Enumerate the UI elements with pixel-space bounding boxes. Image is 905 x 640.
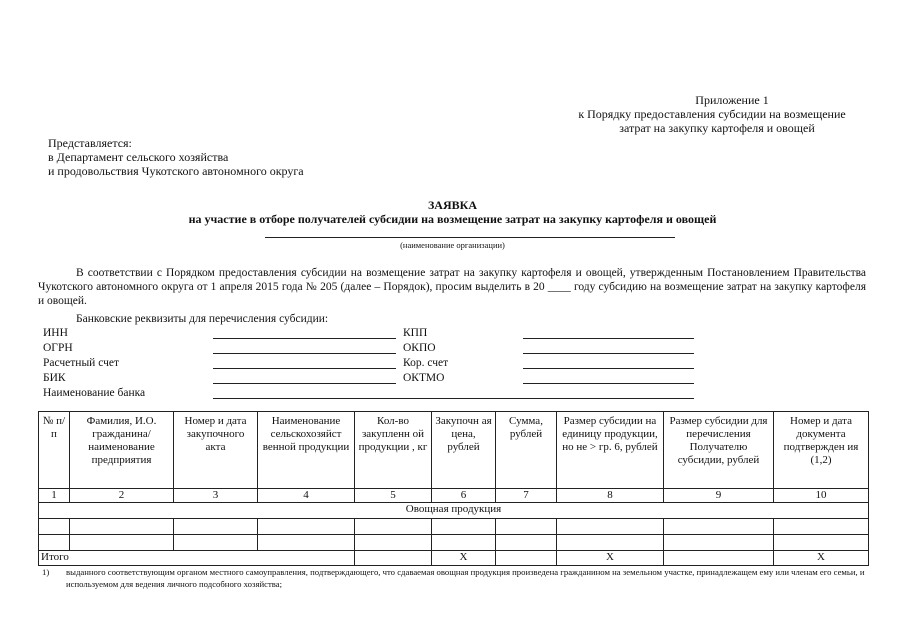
table-cell[interactable] <box>39 535 70 551</box>
table-cell[interactable] <box>496 551 557 566</box>
inn-field[interactable] <box>213 338 396 339</box>
table-cell[interactable] <box>70 535 174 551</box>
corr-account-field[interactable] <box>523 368 694 369</box>
x-mark: Х <box>432 551 496 566</box>
x-mark: Х <box>557 551 664 566</box>
section-row <box>39 503 869 519</box>
table-cell[interactable] <box>258 535 355 551</box>
section-label: Овощная продукция <box>39 503 869 519</box>
column-number: 5 <box>355 489 432 503</box>
table-cell[interactable] <box>432 519 496 535</box>
column-number: 1 <box>39 489 70 503</box>
oktmo-label: ОКТМО <box>403 372 445 384</box>
column-header: № п/п <box>39 412 70 489</box>
appendix-reference: к Порядку предоставления субсидии на возмещение <box>578 107 846 121</box>
footnote-text: выданного соответствующим органом местного самоуправления, подтверждающего, что сдаваемая овощная продукция произведена гражданином на земельном участке, принадлежащем ему или членам его семьи, и используемом для ведения личного подсобного хозяйства; <box>66 567 865 589</box>
column-header: Сумма, рублей <box>496 412 557 489</box>
column-number: 3 <box>174 489 258 503</box>
table-row[interactable] <box>39 535 869 551</box>
account-field[interactable] <box>213 368 396 369</box>
total-label: Итого <box>39 551 355 566</box>
kpp-label: КПП <box>403 327 428 339</box>
appendix-number: Приложение 1 <box>695 93 769 107</box>
okpo-label: ОКПО <box>403 342 436 354</box>
column-number: 2 <box>70 489 174 503</box>
ogrn-label: ОГРН <box>43 342 73 354</box>
table-cell[interactable] <box>355 535 432 551</box>
table-cell[interactable] <box>174 519 258 535</box>
column-header: Размер субсидии на единицу продукции, но не > гр. 6, рублей <box>557 412 664 489</box>
table-row[interactable] <box>39 519 869 535</box>
bank-name-field[interactable] <box>213 398 694 399</box>
recipient-intro: Представляется: <box>48 136 132 150</box>
column-number: 7 <box>496 489 557 503</box>
recipient-department-cont: и продовольствия Чукотского автономного округа <box>48 164 304 178</box>
table-cell[interactable] <box>774 519 869 535</box>
bik-label: БИК <box>43 372 66 384</box>
total-row <box>39 551 869 566</box>
okpo-field[interactable] <box>523 353 694 354</box>
column-header: Кол-во закупленн ой продукции , кг <box>355 412 432 489</box>
table-cell[interactable] <box>355 519 432 535</box>
org-name-line[interactable] <box>265 237 675 238</box>
table-cell[interactable] <box>174 535 258 551</box>
account-label: Расчетный счет <box>43 357 119 369</box>
column-header: Размер субсидии для перечисления Получателю субсидии, рублей <box>664 412 774 489</box>
column-number: 8 <box>557 489 664 503</box>
recipient-department: в Департамент сельского хозяйства <box>48 150 229 164</box>
column-header: Номер и дата закупочного акта <box>174 412 258 489</box>
column-header: Номер и дата документа подтвержден ия (1,2) <box>774 412 869 489</box>
bank-details-intro: Банковские реквизиты для перечисления субсидии: <box>76 313 329 325</box>
table-cell[interactable] <box>432 535 496 551</box>
column-number: 9 <box>664 489 774 503</box>
table-cell[interactable] <box>39 519 70 535</box>
table-header-row <box>39 412 869 489</box>
ogrn-field[interactable] <box>213 353 396 354</box>
appendix-reference-cont: затрат на закупку картофеля и овощей <box>619 121 815 135</box>
column-number: 10 <box>774 489 869 503</box>
footnote-marker: 1) <box>42 567 50 577</box>
bik-field[interactable] <box>213 383 396 384</box>
table-cell[interactable] <box>70 519 174 535</box>
column-number-row <box>39 489 869 503</box>
table-cell[interactable] <box>557 519 664 535</box>
request-paragraph: В соответствии с Порядком предоставления субсидии на возмещение затрат на закупку картофеля и овощей, утвержденным Постановлением Правительства Чукотского автономного округа от 1 апреля 2015 года № 205 (далее – Порядок), просим выделить в 20 ____ году субсидию на возмещение затрат на закупку картофеля и овощей. <box>38 267 866 307</box>
subsidy-table <box>38 411 869 566</box>
column-number: 4 <box>258 489 355 503</box>
x-mark: Х <box>774 551 869 566</box>
recipient-block <box>48 136 304 178</box>
table-cell[interactable] <box>664 519 774 535</box>
oktmo-field[interactable] <box>523 383 694 384</box>
document-subtitle: на участие в отборе получателей субсидии на возмещение затрат на закупку картофеля и овощей <box>188 212 717 226</box>
kpp-field[interactable] <box>523 338 694 339</box>
inn-label: ИНН <box>43 327 68 339</box>
corr-account-label: Кор. счет <box>403 357 449 369</box>
column-header: Наименование сельскохозяйст венной продукции <box>258 412 355 489</box>
bank-name-label: Наименование банка <box>43 387 146 399</box>
table-cell[interactable] <box>355 551 432 566</box>
table-cell[interactable] <box>774 535 869 551</box>
table-cell[interactable] <box>557 535 664 551</box>
org-name-caption: (наименование организации) <box>400 240 505 250</box>
appendix-header <box>562 93 862 135</box>
column-header: Фамилия, И.О. гражданина/ наименование предприятия <box>70 412 174 489</box>
table-cell[interactable] <box>496 535 557 551</box>
table-cell[interactable] <box>258 519 355 535</box>
table-cell[interactable] <box>664 535 774 551</box>
table-cell[interactable] <box>496 519 557 535</box>
document-title: ЗАЯВКА <box>427 198 478 212</box>
column-number: 6 <box>432 489 496 503</box>
column-header: Закупочн ая цена, рублей <box>432 412 496 489</box>
table-cell[interactable] <box>664 551 774 566</box>
